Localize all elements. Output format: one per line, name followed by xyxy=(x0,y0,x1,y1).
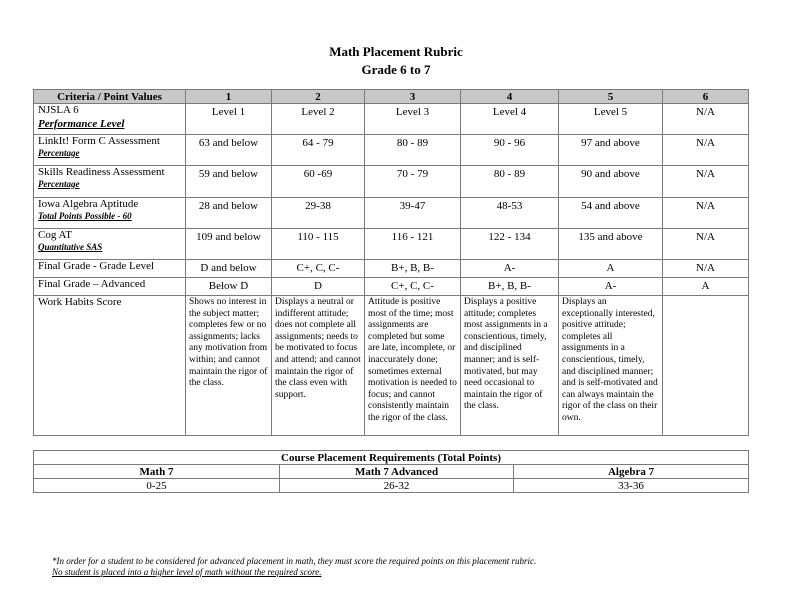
footnote-advanced: *In order for a student to be considered for advanced placement in math, they must score the required points on this placement rubric. xyxy=(52,556,537,566)
criteria-cell xyxy=(34,166,186,198)
table-cell: B+, B, B- xyxy=(461,278,559,296)
table-cell: 97 and above xyxy=(559,135,663,166)
header-point-4: 4 xyxy=(461,90,559,104)
table-cell: 64 - 79 xyxy=(272,135,365,166)
criteria-label: Final Grade - Grade Level xyxy=(38,260,155,272)
header-point-3: 3 xyxy=(365,90,461,104)
criteria-sublabel: Quantitative SAS xyxy=(38,242,103,252)
header-point-1: 1 xyxy=(186,90,272,104)
table-cell: Below D xyxy=(186,278,272,296)
table-cell: N/A xyxy=(663,104,749,135)
criteria-cell xyxy=(34,104,186,135)
table-cell: A xyxy=(559,260,663,278)
table-row xyxy=(34,229,749,260)
header-criteria: Criteria / Point Values xyxy=(34,90,186,104)
criteria-cell xyxy=(34,296,186,436)
placement-range-row xyxy=(34,479,749,493)
table-cell: D and below xyxy=(186,260,272,278)
course-range: 0-25 xyxy=(34,479,280,493)
course-name: Math 7 xyxy=(34,465,280,479)
table-cell: 116 - 121 xyxy=(365,229,461,260)
placement-title: Course Placement Requirements (Total Points) xyxy=(34,451,749,465)
header-point-5: 5 xyxy=(559,90,663,104)
criteria-sublabel: Performance Level xyxy=(38,118,125,130)
table-cell: 28 and below xyxy=(186,198,272,229)
course-range: 33-36 xyxy=(514,479,749,493)
criteria-cell xyxy=(34,278,186,296)
table-cell: B+, B, B- xyxy=(365,260,461,278)
table-cell: 90 - 96 xyxy=(461,135,559,166)
criteria-label: LinkIt! Form C Assessment xyxy=(38,135,160,147)
table-cell: 135 and above xyxy=(559,229,663,260)
rubric-header-row xyxy=(34,90,749,104)
table-row xyxy=(34,260,749,278)
table-cell: 60 -69 xyxy=(272,166,365,198)
criteria-cell xyxy=(34,135,186,166)
table-row xyxy=(34,135,749,166)
table-cell: Level 4 xyxy=(461,104,559,135)
description-cell: Shows no interest in the subject matter; completes few or no assignments; lacks any motivation from within; and cannot maintain the rigor of the class. xyxy=(186,296,272,436)
page-subtitle: Grade 6 to 7 xyxy=(361,62,431,77)
criteria-label: Final Grade – Advanced xyxy=(38,278,146,290)
table-row xyxy=(34,198,749,229)
rubric-table xyxy=(33,89,749,436)
criteria-sublabel: Percentage xyxy=(38,179,80,189)
table-cell: A- xyxy=(559,278,663,296)
table-cell: N/A xyxy=(663,166,749,198)
table-cell: 48-53 xyxy=(461,198,559,229)
table-cell: C+, C, C- xyxy=(272,260,365,278)
description-cell: Displays a neutral or indifferent attitude; does not complete all assignments; needs to be motivated to focus and attend; and cannot maintain the rigor of the class even with support. xyxy=(272,296,365,436)
header-point-2: 2 xyxy=(272,90,365,104)
table-cell: Level 3 xyxy=(365,104,461,135)
table-cell: Level 2 xyxy=(272,104,365,135)
footnote-required-score: No student is placed into a higher level of math without the required score. xyxy=(52,567,322,577)
table-cell: C+, C, C- xyxy=(365,278,461,296)
table-cell: D xyxy=(272,278,365,296)
table-cell: A- xyxy=(461,260,559,278)
table-row xyxy=(34,278,749,296)
criteria-cell xyxy=(34,198,186,229)
table-cell: 80 - 89 xyxy=(365,135,461,166)
criteria-cell xyxy=(34,260,186,278)
table-cell: 29-38 xyxy=(272,198,365,229)
course-name: Math 7 Advanced xyxy=(280,465,514,479)
criteria-label: NJSLA 6 xyxy=(38,104,79,116)
table-row xyxy=(34,104,749,135)
table-cell: 109 and below xyxy=(186,229,272,260)
placement-table xyxy=(33,450,749,493)
description-cell xyxy=(663,296,749,436)
description-cell: Attitude is positive most of the time; most assignments are completed but some are late, incomplete, or inaccurately done; sometimes external motivation is needed to focus; and cannot consistently maintain the rigor of the class. xyxy=(365,296,461,436)
table-cell: 54 and above xyxy=(559,198,663,229)
table-cell: Level 1 xyxy=(186,104,272,135)
table-cell: N/A xyxy=(663,198,749,229)
table-cell: 39-47 xyxy=(365,198,461,229)
table-cell: 90 and above xyxy=(559,166,663,198)
course-range: 26-32 xyxy=(280,479,514,493)
table-cell: A xyxy=(663,278,749,296)
criteria-cell xyxy=(34,229,186,260)
table-cell: 122 - 134 xyxy=(461,229,559,260)
table-row xyxy=(34,166,749,198)
criteria-label: Cog AT xyxy=(38,229,72,241)
description-cell: Displays a positive attitude; completes most assignments in a conscientious, timely, and disciplined manner; and is self-motivated, but may need occasional to maintain the rigor of the class. xyxy=(461,296,559,436)
course-name: Algebra 7 xyxy=(514,465,749,479)
work-habits-row xyxy=(34,296,749,436)
criteria-label: Work Habits Score xyxy=(38,296,122,308)
page-title: Math Placement Rubric xyxy=(329,44,463,59)
description-cell: Displays an exceptionally interested, positive attitude; completes all assignments in a conscientious, timely, and disciplined manner; and is self-motivated and can always maintain the rigor of the class on their own. xyxy=(559,296,663,436)
header-point-6: 6 xyxy=(663,90,749,104)
table-cell: 80 - 89 xyxy=(461,166,559,198)
table-cell: Level 5 xyxy=(559,104,663,135)
criteria-label: Iowa Algebra Aptitude xyxy=(38,198,139,210)
placement-title-row xyxy=(34,451,749,465)
table-cell: 70 - 79 xyxy=(365,166,461,198)
criteria-label: Skills Readiness Assessment xyxy=(38,166,165,178)
criteria-sublabel: Percentage xyxy=(38,148,80,158)
table-cell: N/A xyxy=(663,260,749,278)
table-cell: 63 and below xyxy=(186,135,272,166)
table-cell: 59 and below xyxy=(186,166,272,198)
placement-course-row xyxy=(34,465,749,479)
table-cell: 110 - 115 xyxy=(272,229,365,260)
criteria-sublabel: Total Points Possible - 60 xyxy=(38,211,132,221)
table-cell: N/A xyxy=(663,229,749,260)
table-cell: N/A xyxy=(663,135,749,166)
